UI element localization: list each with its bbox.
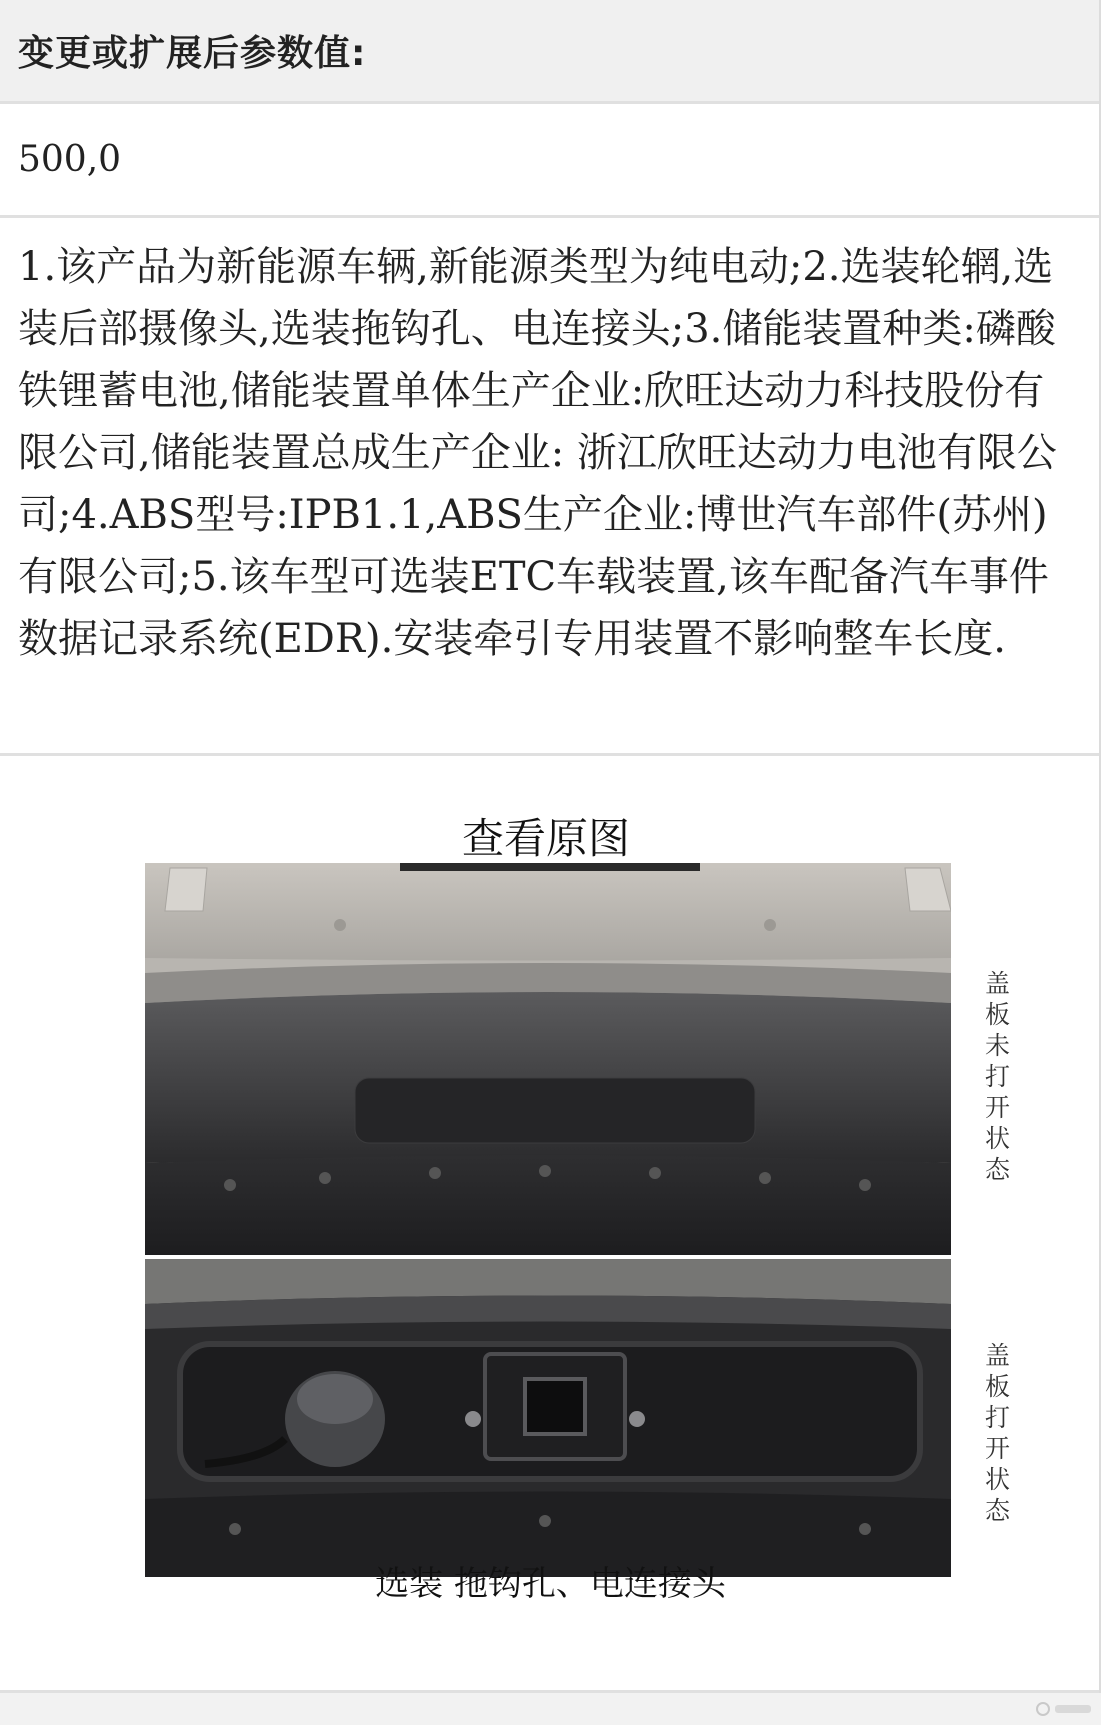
parameter-header <box>0 0 1099 104</box>
parameter-header-label: 变更或扩展后参数值: <box>18 33 367 74</box>
view-original-link[interactable]: 查看原图 <box>461 814 630 863</box>
label-cover-closed: 盖板未打开状态 <box>985 969 1011 1184</box>
photo-cover-closed[interactable] <box>145 863 951 1255</box>
notes-text: 1.该产品为新能源车辆,新能源类型为纯电动;2.选装轮辋,选装后部摄像头,选装拖钩孔、电连接头;3.储能装置种类:磷酸铁锂蓄电池,储能装置单体生产企业:欣旺达动力科技股份有限公司,储能装置总成生产企业: 浙江欣旺达动力电池有限公司;4.ABS型号:IPB1.1,ABS生产企业:博世汽车部件(苏州)有限公司;5.该车型可选装ETC车载装置,该车配备汽车事件数据记录系统(EDR).安装牵引专用装置不影响整车长度. <box>18 244 1057 662</box>
parameter-value: 500,0 <box>18 139 122 180</box>
notes-row <box>0 218 1099 756</box>
photo-cover-open[interactable] <box>145 1259 951 1577</box>
parameter-value-row <box>0 104 1099 218</box>
image-caption: 选装 拖钩孔、电连接头 <box>375 1564 726 1604</box>
watermark-icon <box>1033 1697 1095 1721</box>
label-cover-open: 盖板打开状态 <box>985 1341 1011 1525</box>
image-row <box>0 756 1099 1693</box>
